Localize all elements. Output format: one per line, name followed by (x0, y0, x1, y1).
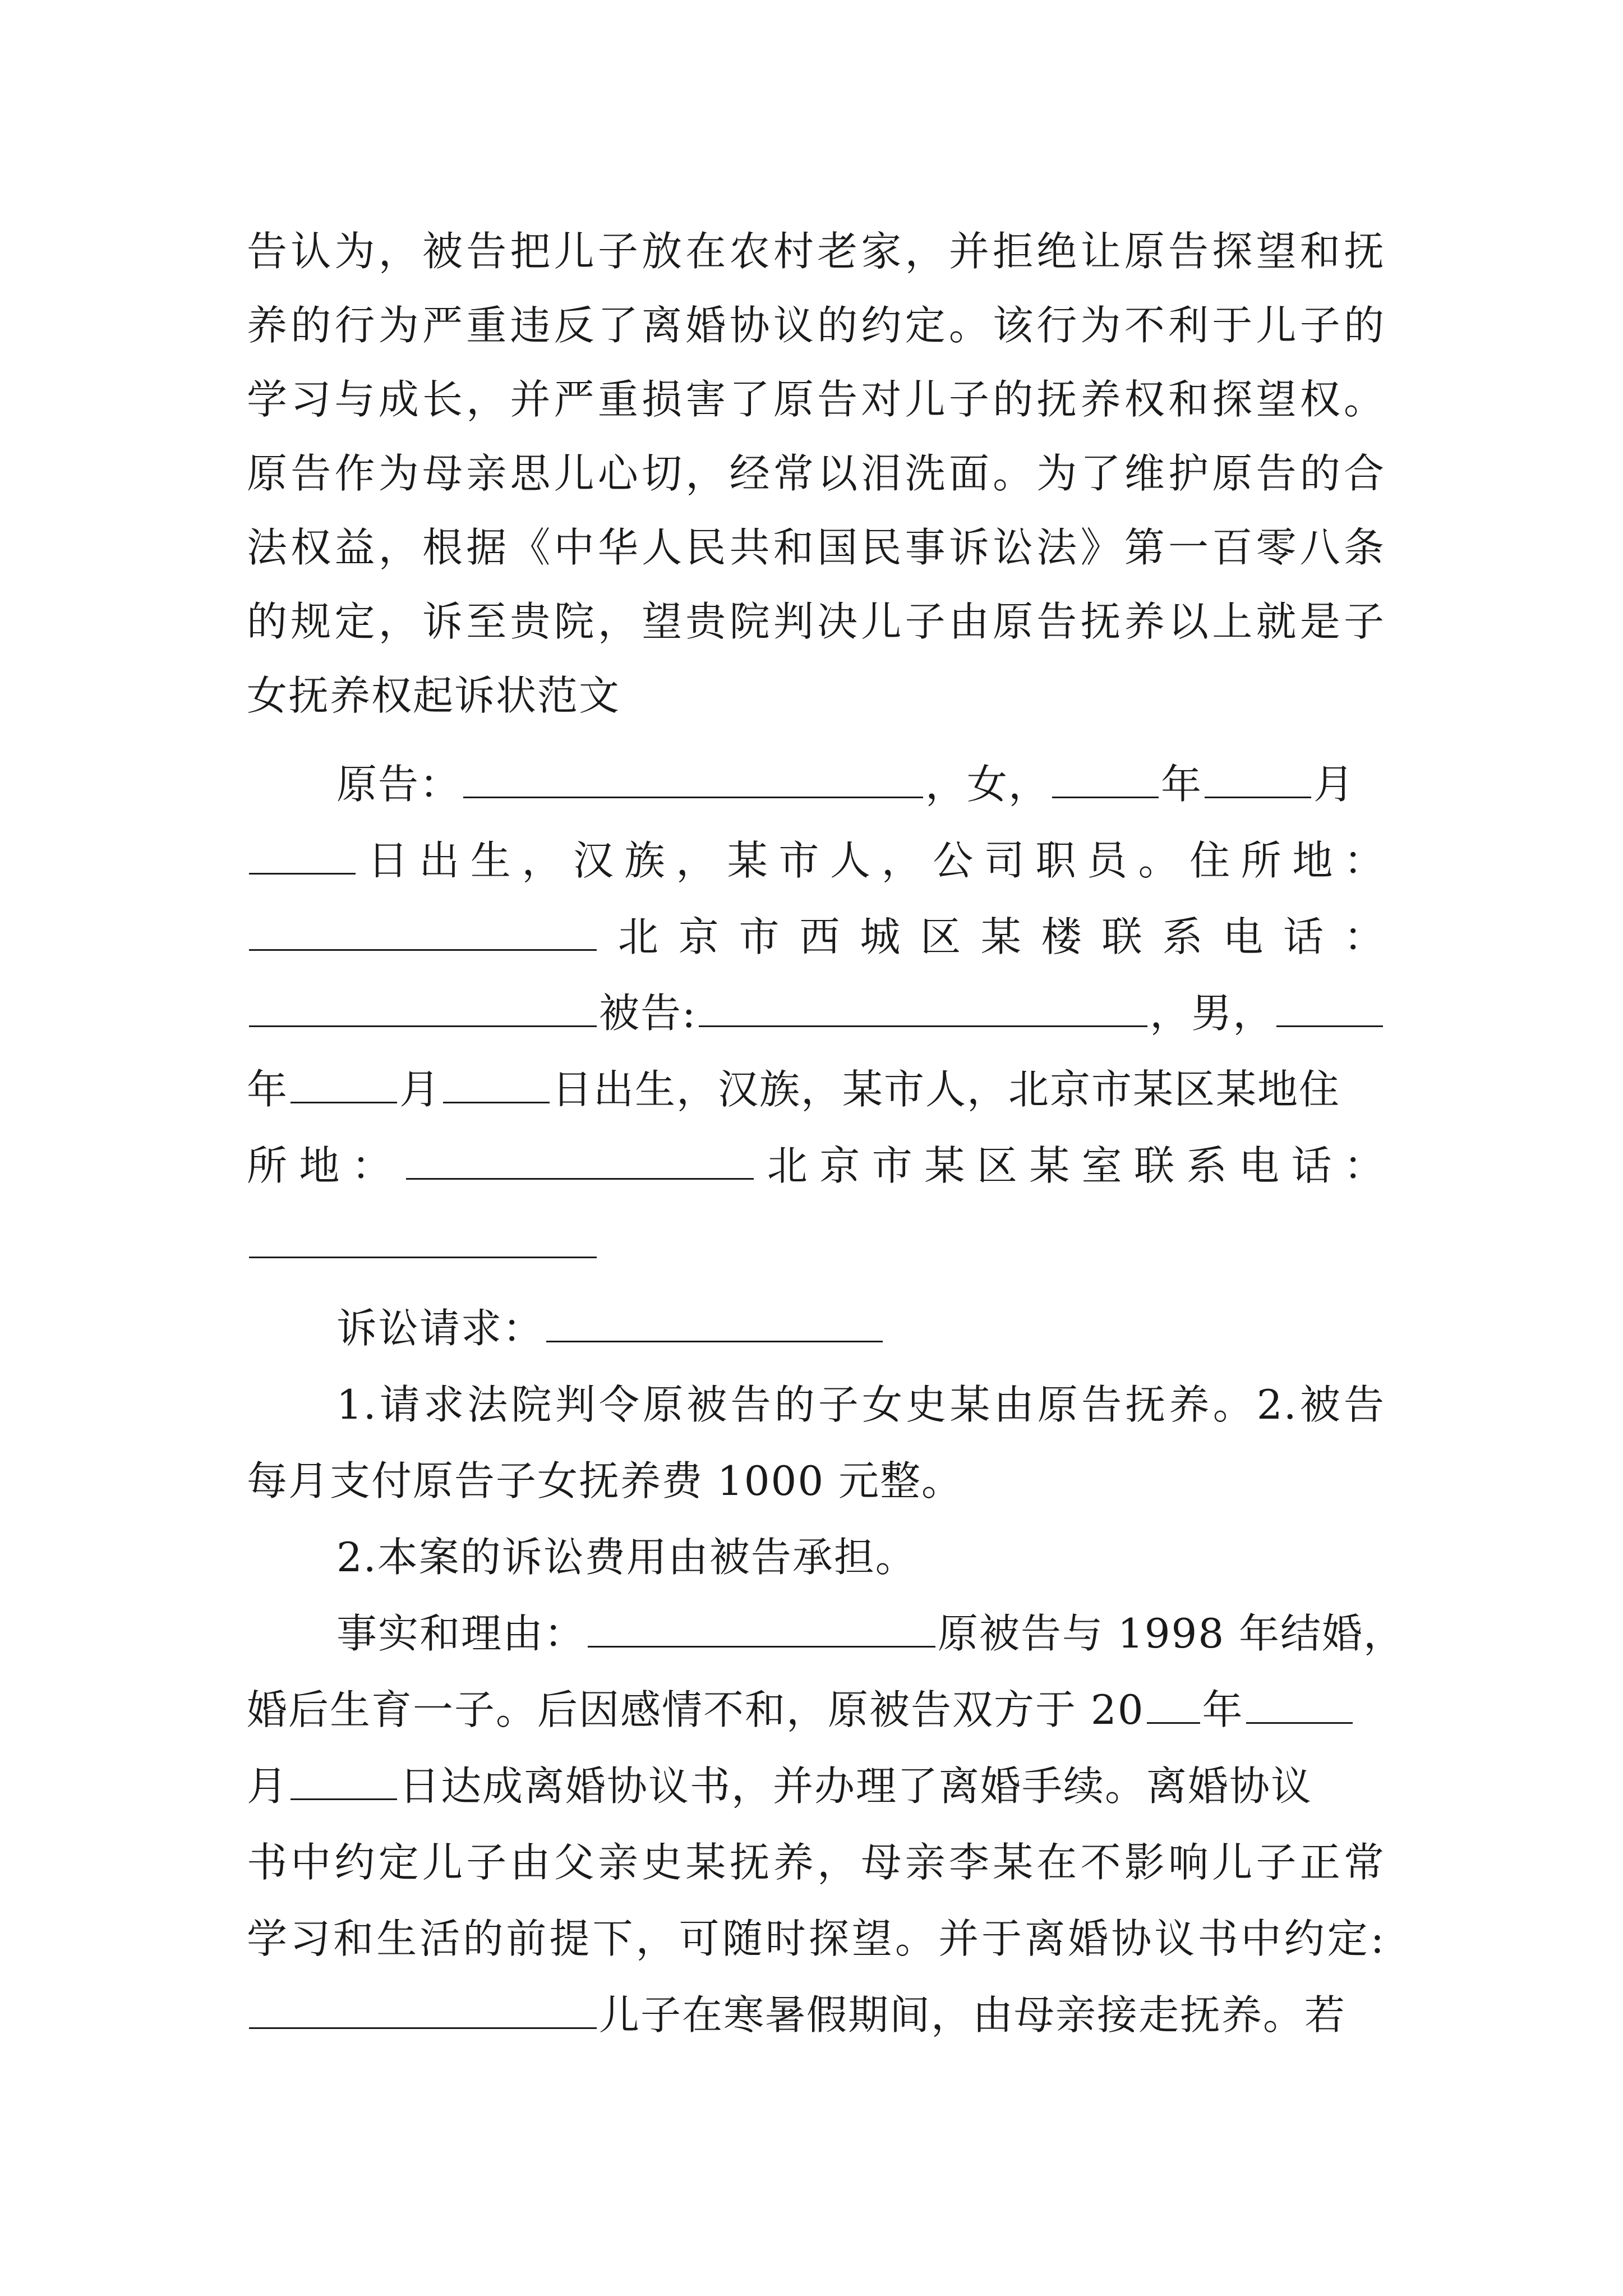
claims-item-1-cont: 每月支付原告子女抚养费 1000 元整。 (247, 1457, 963, 1504)
claims-line (336, 1290, 1385, 1366)
defendant-year-label: 年 (247, 1066, 289, 1113)
defendant-phone-blank (249, 1223, 597, 1258)
facts-agreement-blank (249, 1994, 597, 2029)
plaintiff-address: 北京市西城区某楼联系电话： (599, 913, 1385, 960)
defendant-line-3 (247, 1128, 1385, 1204)
plaintiff-day-blank (249, 839, 356, 875)
facts-line2-b: 年 (1202, 1686, 1244, 1733)
plaintiff-phone-blank (249, 992, 597, 1027)
plaintiff-line-1 (336, 746, 1385, 822)
facts-line-5: 学习和生活的前提下，可随时探望。并于离婚协议书中约定: (247, 1915, 1385, 1962)
defendant-gender: ，男， (1150, 990, 1275, 1037)
facts-label: 事实和理由： (336, 1610, 586, 1657)
facts-line3-a: 月 (247, 1763, 289, 1810)
facts-line3-b: 日达成离婚协议书，并办理了离婚手续。离婚协议 (399, 1763, 1313, 1810)
claims-item-2: 2.本案的诉讼费用由被告承担。 (336, 1534, 917, 1581)
facts-line-3 (247, 1748, 1385, 1824)
facts-line-6 (247, 1977, 1385, 2053)
facts-month-blank (1246, 1688, 1353, 1724)
defendant-line-4 (247, 1206, 1385, 1282)
claims-label: 诉讼请求： (336, 1305, 545, 1352)
plaintiff-month-label: 月 (1313, 761, 1355, 808)
defendant-address: 北京市某区某室联系电话： (756, 1142, 1385, 1189)
plaintiff-gender: ，女， (925, 761, 1050, 808)
defendant-residence-label: 所地： (247, 1142, 404, 1189)
body-line: 养的行为严重违反了离婚协议的约定。该行为不利于儿子的 (247, 302, 1385, 349)
defendant-born: 日出生，汉族，某市人，北京市某区某地住 (552, 1066, 1341, 1113)
plaintiff-month-blank (1205, 763, 1311, 798)
defendant-day-blank (443, 1068, 550, 1103)
facts-year-blank (1147, 1688, 1200, 1724)
facts-line2-a: 婚后生育一子。后因感情不和，原被告双方于 20 (247, 1686, 1145, 1733)
body-line: 原告作为母亲思儿心切，经常以泪洗面。为了维护原告的合 (247, 450, 1385, 497)
claims-blank (546, 1307, 883, 1342)
defendant-year-blank (1276, 992, 1383, 1027)
plaintiff-address-blank (249, 915, 597, 951)
facts-line6-tail: 儿子在寒暑假期间，由母亲接走抚养。若 (599, 1991, 1347, 2039)
defendant-label: 被告: (599, 990, 697, 1037)
defendant-line-2 (247, 1051, 1385, 1128)
body-line: 女抚养权起诉状范文 (247, 672, 621, 719)
plaintiff-label: 原告： (336, 761, 462, 808)
facts-line-4: 书中约定儿子由父亲史某抚养，母亲李某在不影响儿子正常 (247, 1839, 1385, 1886)
plaintiff-year-blank (1052, 763, 1159, 798)
defendant-month-label: 月 (399, 1066, 441, 1113)
body-line: 学习与成长，并严重损害了原告对儿子的抚养权和探望权。 (247, 376, 1385, 423)
claims-item-1: 1.请求法院判令原被告的子女史某由原告抚养。2.被告 (336, 1381, 1385, 1428)
facts-line1-tail: 原被告与 1998 年结婚， (938, 1610, 1405, 1657)
body-line: 告认为，被告把儿子放在农村老家，并拒绝让原告探望和抚 (247, 228, 1385, 275)
facts-day-blank (291, 1765, 397, 1800)
plaintiff-line-3 (247, 899, 1385, 975)
defendant-month-blank (291, 1068, 397, 1103)
body-line: 的规定，诉至贵院，望贵院判决儿子由原告抚养以上就是子 (247, 598, 1385, 645)
defendant-line-1 (247, 975, 1385, 1051)
plaintiff-name-blank (463, 763, 923, 798)
plaintiff-year-label: 年 (1161, 761, 1203, 808)
facts-line-2 (247, 1672, 1385, 1748)
facts-blank (588, 1612, 935, 1648)
defendant-address-blank (406, 1144, 754, 1180)
body-line: 法权益，根据《中华人民共和国民事诉讼法》第一百零八条 (247, 524, 1385, 571)
facts-line-1 (336, 1595, 1405, 1672)
plaintiff-line-2 (247, 822, 1385, 899)
plaintiff-born: 日出生，汉族，某市人，公司职员。住所地： (358, 837, 1385, 884)
defendant-name-blank (699, 992, 1147, 1027)
